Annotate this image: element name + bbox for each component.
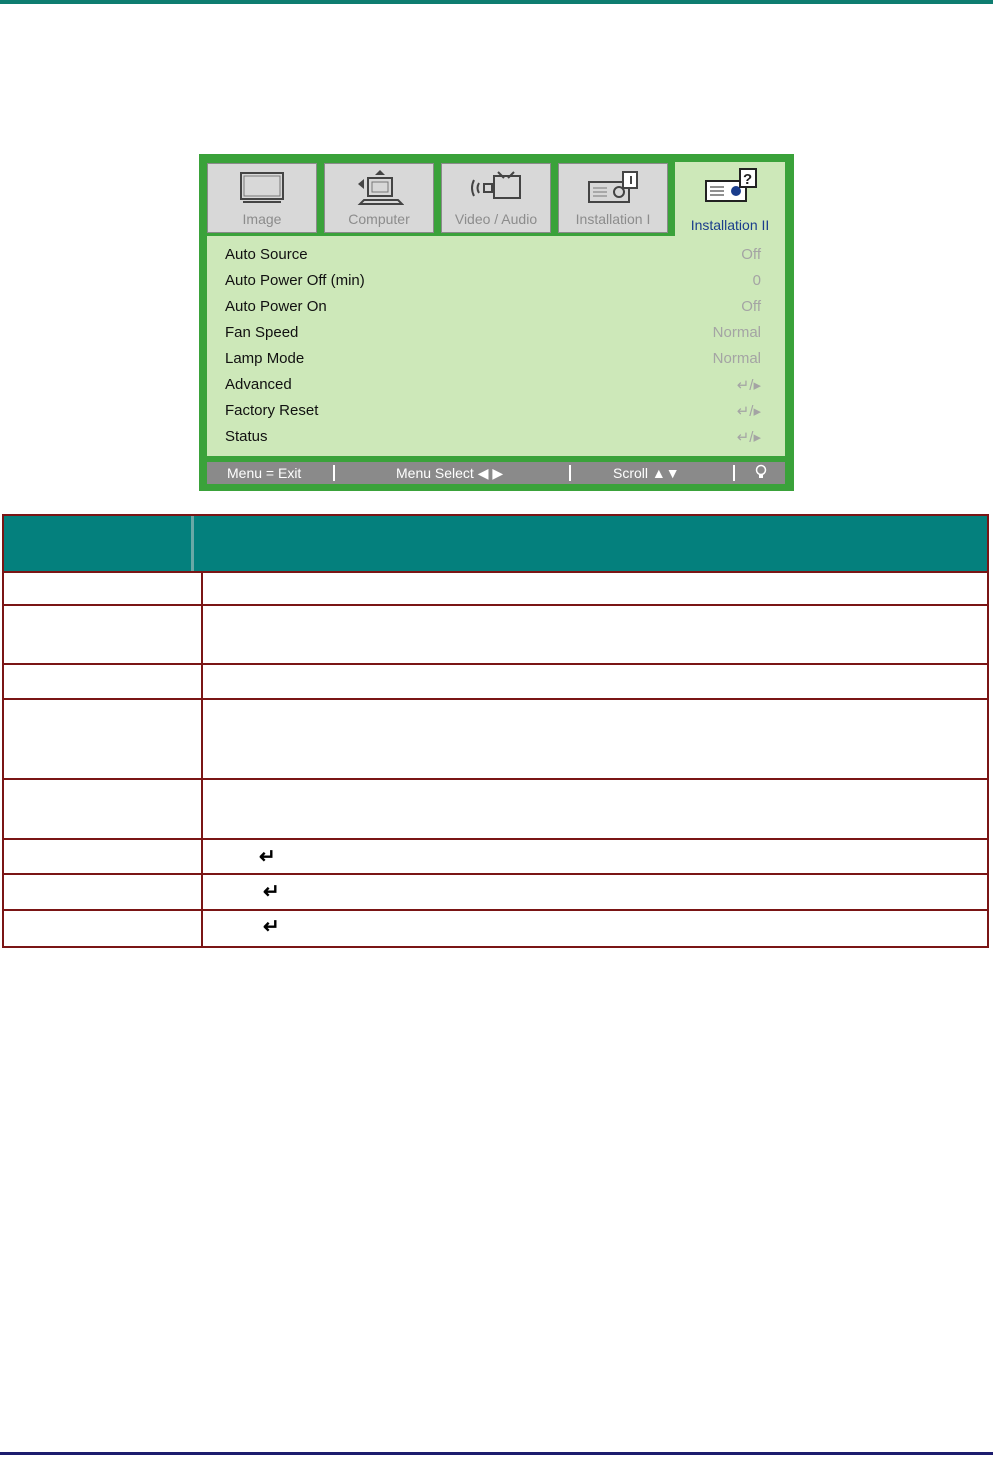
tab-label: Computer xyxy=(348,211,410,227)
footer-select-hint: Menu Select ◀ ▶ xyxy=(396,465,504,481)
item-label: Auto Power Off (min) xyxy=(225,272,365,289)
menu-item-auto-power-off[interactable] xyxy=(207,268,785,294)
table-row xyxy=(4,604,987,665)
tab-label: Installation I xyxy=(575,211,651,227)
table-row xyxy=(4,873,987,910)
enter-icon: ↵ xyxy=(263,916,280,938)
tab-installation-2[interactable] xyxy=(675,162,785,238)
item-value: Normal xyxy=(712,350,761,367)
footer-exit-hint: Menu = Exit xyxy=(227,465,302,481)
menu-item-status[interactable] xyxy=(207,424,785,450)
tab-label: Installation II xyxy=(690,217,770,233)
menu-item-fan-speed[interactable] xyxy=(207,320,785,346)
enter-arrow-icon: ↵/▸ xyxy=(736,429,761,446)
table-row xyxy=(4,778,987,840)
svg-text:?: ? xyxy=(743,171,753,188)
footer-separator xyxy=(569,465,571,481)
table-row xyxy=(4,909,987,946)
tab-computer[interactable] xyxy=(324,163,434,233)
enter-arrow-icon: ↵/▸ xyxy=(736,403,761,420)
menu-item-lamp-mode[interactable] xyxy=(207,346,785,372)
item-value: Normal xyxy=(712,324,761,341)
menu-item-advanced[interactable] xyxy=(207,372,785,398)
menu-item-auto-power-on[interactable] xyxy=(207,294,785,320)
footer-scroll-hint: Scroll ▲▼ xyxy=(613,465,680,481)
projector-icon xyxy=(559,170,667,206)
item-value: 0 xyxy=(752,272,761,289)
tab-video-audio[interactable] xyxy=(441,163,551,233)
tab-installation-1[interactable] xyxy=(558,163,668,233)
menu-item-factory-reset[interactable] xyxy=(207,398,785,424)
video-audio-icon xyxy=(442,170,550,206)
item-label: Factory Reset xyxy=(225,402,319,419)
menu-footer xyxy=(207,462,785,484)
item-label: Status xyxy=(225,428,268,445)
footer-separator xyxy=(333,465,335,481)
table-header xyxy=(4,516,987,571)
table-row xyxy=(4,698,987,780)
enter-arrow-icon: ↵/▸ xyxy=(736,377,761,394)
tab-image[interactable] xyxy=(207,163,317,233)
enter-icon: ↵ xyxy=(259,846,276,868)
menu-panel xyxy=(207,236,785,456)
bottom-rule xyxy=(0,1452,993,1455)
menu-item-auto-source[interactable] xyxy=(207,242,785,268)
screen-icon xyxy=(208,170,316,206)
projector-help-icon xyxy=(675,168,785,204)
header-divider xyxy=(191,516,194,571)
osd-menu xyxy=(199,154,794,491)
item-label: Auto Power On xyxy=(225,298,327,315)
footer-separator xyxy=(733,465,735,481)
tab-label: Video / Audio xyxy=(454,211,538,227)
settings-table xyxy=(2,514,989,948)
table-row xyxy=(4,571,987,606)
table-row xyxy=(4,838,987,875)
tab-label: Image xyxy=(242,211,282,227)
top-rule xyxy=(0,0,993,4)
enter-icon: ↵ xyxy=(263,881,280,903)
computer-icon xyxy=(325,170,433,206)
item-label: Auto Source xyxy=(225,246,308,263)
item-value: Off xyxy=(741,298,761,315)
table-row xyxy=(4,663,987,700)
item-label: Fan Speed xyxy=(225,324,299,341)
lamp-icon xyxy=(755,464,767,483)
item-value: Off xyxy=(741,246,761,263)
item-label: Lamp Mode xyxy=(225,350,305,367)
item-label: Advanced xyxy=(225,376,292,393)
